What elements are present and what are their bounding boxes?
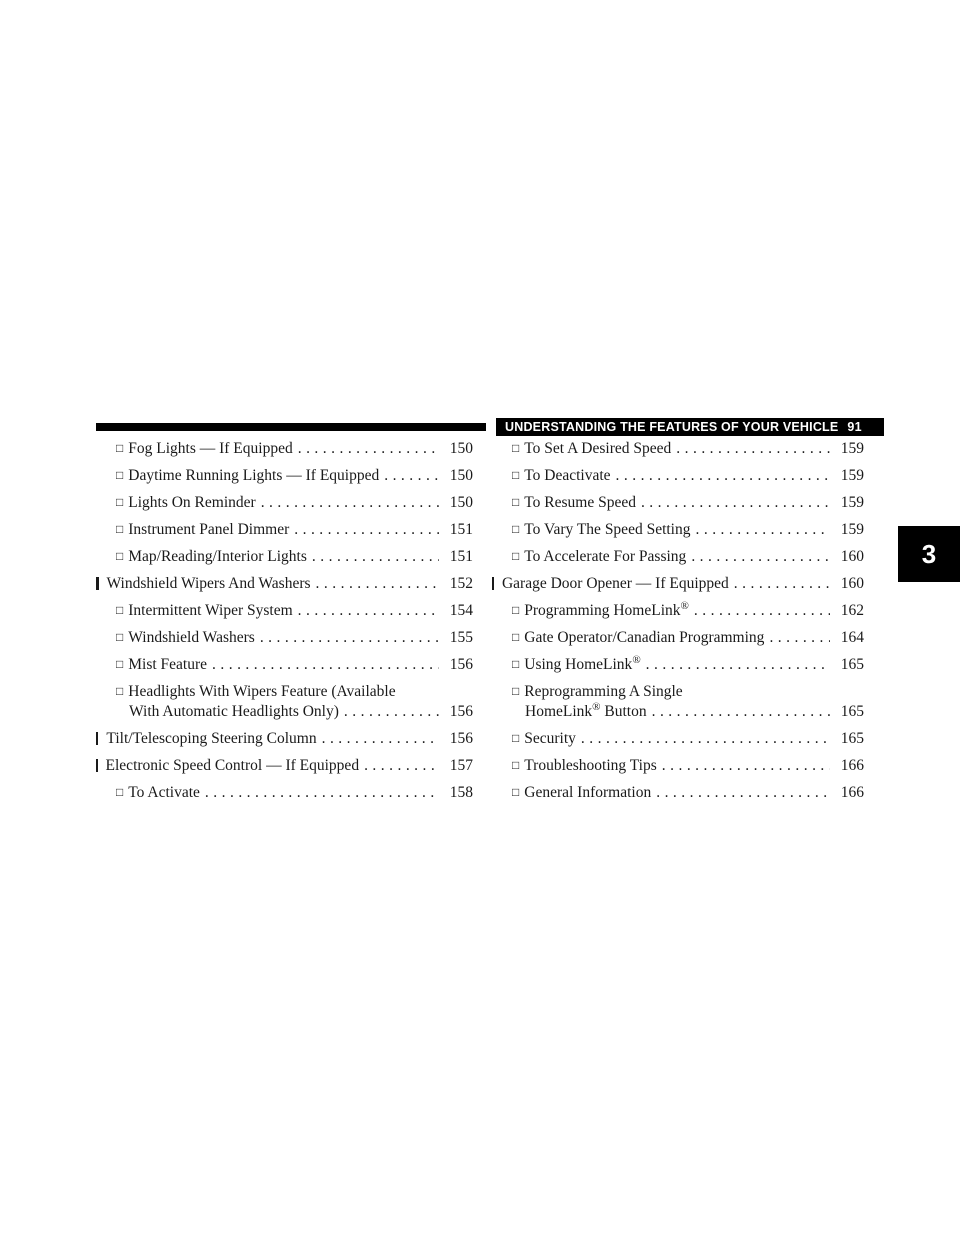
header-page-number: 91 <box>847 420 862 434</box>
open-square-icon: □ <box>116 657 124 671</box>
open-square-icon: □ <box>116 549 124 563</box>
toc-page-number: 156 <box>449 730 473 747</box>
toc-entry-title: Gate Operator/Canadian Programming <box>524 629 765 646</box>
toc-entry-title: Security <box>524 730 576 747</box>
toc-entry[interactable] <box>96 547 473 567</box>
open-square-icon: □ <box>512 657 520 671</box>
toc-entry-title: Programming HomeLink® <box>524 599 689 619</box>
toc-page-number: 150 <box>449 494 473 511</box>
toc-entry[interactable] <box>96 439 473 459</box>
open-square-icon: □ <box>116 684 124 698</box>
toc-page-number: 150 <box>449 440 473 457</box>
open-square-icon: □ <box>116 603 124 617</box>
toc-page-number: 154 <box>449 602 473 619</box>
dot-leader <box>576 729 830 749</box>
toc-entry-title-continued: With Automatic Headlights Only) <box>129 703 339 720</box>
toc-entry-title-continued: HomeLink® Button <box>525 700 647 720</box>
open-square-icon: □ <box>116 630 124 644</box>
toc-page-number: 165 <box>840 703 864 720</box>
dot-leader <box>311 574 439 594</box>
open-square-icon: □ <box>512 785 520 799</box>
dot-leader <box>764 628 830 648</box>
toc-left-column <box>96 439 473 810</box>
dot-leader <box>289 520 439 540</box>
open-square-icon: □ <box>512 731 520 745</box>
open-square-icon: □ <box>116 468 124 482</box>
open-square-icon: □ <box>512 495 520 509</box>
dot-leader <box>686 547 830 567</box>
toc-entry[interactable] <box>492 493 864 513</box>
toc-entry[interactable] <box>492 655 864 675</box>
running-header <box>496 418 884 436</box>
toc-entry-title: Instrument Panel Dimmer <box>128 521 290 538</box>
toc-page-number: 155 <box>449 629 473 646</box>
dot-leader <box>207 655 439 675</box>
toc-entry[interactable] <box>96 493 473 513</box>
dot-leader <box>671 439 830 459</box>
toc-entry-title: Fog Lights — If Equipped <box>128 440 293 457</box>
open-square-icon: □ <box>512 603 520 617</box>
toc-page-number: 165 <box>840 656 864 673</box>
toc-page-number: 159 <box>840 521 864 538</box>
open-square-icon: □ <box>116 495 124 509</box>
toc-entry[interactable] <box>96 783 473 803</box>
toc-page-number: 150 <box>449 467 473 484</box>
dot-leader <box>689 601 830 621</box>
toc-entry[interactable] <box>492 628 864 648</box>
toc-page-number: 158 <box>449 784 473 801</box>
toc-entry[interactable] <box>96 655 473 675</box>
registered-mark: ® <box>592 700 601 713</box>
toc-page-number: 159 <box>840 467 864 484</box>
open-square-icon: □ <box>512 758 520 772</box>
toc-entry-title: To Set A Desired Speed <box>524 440 672 457</box>
toc-entry[interactable] <box>96 601 473 621</box>
toc-entry-title: Reprogramming A Single <box>524 683 683 700</box>
toc-entry-title: To Activate <box>128 784 200 801</box>
toc-page-number: 152 <box>449 575 473 592</box>
solid-square-icon <box>96 759 98 772</box>
dot-leader <box>293 439 439 459</box>
toc-right-column <box>492 439 864 810</box>
toc-entry[interactable] <box>96 682 473 722</box>
toc-entry-title: Electronic Speed Control — If Equipped <box>105 757 360 774</box>
header-rule <box>96 423 486 431</box>
toc-page-number: 157 <box>449 757 473 774</box>
toc-page-number: 162 <box>840 602 864 619</box>
toc-entry[interactable] <box>492 574 864 594</box>
dot-leader <box>256 493 439 513</box>
dot-leader <box>636 493 830 513</box>
dot-leader <box>691 520 831 540</box>
toc-entry-title: Tilt/Telescoping Steering Column <box>106 730 317 747</box>
toc-page-number: 165 <box>840 730 864 747</box>
toc-page-number: 160 <box>840 575 864 592</box>
dot-leader <box>657 756 830 776</box>
dot-leader <box>255 628 439 648</box>
dot-leader <box>611 466 830 486</box>
solid-square-icon <box>96 732 98 745</box>
toc-page-number: 151 <box>449 548 473 565</box>
toc-entry[interactable] <box>492 466 864 486</box>
open-square-icon: □ <box>512 441 520 455</box>
toc-page-number: 164 <box>840 629 864 646</box>
toc-entry-title: Intermittent Wiper System <box>128 602 293 619</box>
toc-entry[interactable] <box>96 756 473 776</box>
open-square-icon: □ <box>512 468 520 482</box>
open-square-icon: □ <box>512 522 520 536</box>
dot-leader <box>339 702 439 722</box>
open-square-icon: □ <box>512 549 520 563</box>
toc-entry-title: Troubleshooting Tips <box>524 757 657 774</box>
toc-page-number: 159 <box>840 440 864 457</box>
dot-leader <box>359 756 439 776</box>
toc-entry[interactable] <box>492 520 864 540</box>
open-square-icon: □ <box>116 441 124 455</box>
toc-page-number: 166 <box>840 757 864 774</box>
header-title: UNDERSTANDING THE FEATURES OF YOUR VEHICLE <box>505 420 839 434</box>
toc-entry[interactable] <box>96 520 473 540</box>
open-square-icon: □ <box>116 785 124 799</box>
dot-leader <box>641 655 830 675</box>
registered-mark: ® <box>680 599 689 612</box>
dot-leader <box>729 574 830 594</box>
toc-entry[interactable] <box>492 682 864 722</box>
toc-entry[interactable] <box>96 574 473 594</box>
dot-leader <box>379 466 439 486</box>
toc-entry-title: To Deactivate <box>524 467 611 484</box>
open-square-icon: □ <box>116 522 124 536</box>
toc-entry[interactable] <box>492 439 864 459</box>
toc-entry[interactable] <box>492 729 864 749</box>
dot-leader <box>293 601 439 621</box>
toc-entry-title: Daytime Running Lights — If Equipped <box>128 467 380 484</box>
toc-entry-title: Windshield Wipers And Washers <box>106 575 311 592</box>
dot-leader <box>307 547 439 567</box>
dot-leader <box>200 783 439 803</box>
toc-page-number: 159 <box>840 494 864 511</box>
toc-entry-title: Headlights With Wipers Feature (Available <box>128 683 396 700</box>
toc-page-number: 166 <box>840 784 864 801</box>
toc-entry[interactable] <box>96 729 473 749</box>
toc-entry[interactable] <box>492 601 864 621</box>
dot-leader <box>651 783 830 803</box>
toc-entry[interactable] <box>96 466 473 486</box>
toc-entry[interactable] <box>492 547 864 567</box>
solid-square-icon <box>492 577 494 590</box>
toc-entry-title: Mist Feature <box>128 656 208 673</box>
toc-entry-title: To Resume Speed <box>524 494 636 511</box>
dot-leader <box>317 729 439 749</box>
open-square-icon: □ <box>512 684 520 698</box>
toc-entry-title: Garage Door Opener — If Equipped <box>501 575 729 592</box>
dot-leader <box>647 702 830 722</box>
toc-entry-title: Windshield Washers <box>128 629 255 646</box>
toc-page-number: 151 <box>449 521 473 538</box>
toc-entry-title: Map/Reading/Interior Lights <box>128 548 307 565</box>
toc-page-number: 160 <box>840 548 864 565</box>
toc-entry-title: Lights On Reminder <box>128 494 256 511</box>
toc-entry[interactable] <box>492 756 864 776</box>
registered-mark: ® <box>632 653 641 666</box>
toc-entry-title: To Accelerate For Passing <box>524 548 687 565</box>
toc-page-number: 156 <box>449 703 473 720</box>
toc-entry-title: General Information <box>524 784 652 801</box>
open-square-icon: □ <box>512 630 520 644</box>
toc-entry-title: To Vary The Speed Setting <box>524 521 691 538</box>
chapter-tab: 3 <box>898 526 960 582</box>
toc-entry-title: Using HomeLink® <box>524 653 641 673</box>
solid-square-icon <box>96 577 99 590</box>
toc-page-number: 156 <box>449 656 473 673</box>
toc-entry[interactable] <box>96 628 473 648</box>
toc-entry[interactable] <box>492 783 864 803</box>
